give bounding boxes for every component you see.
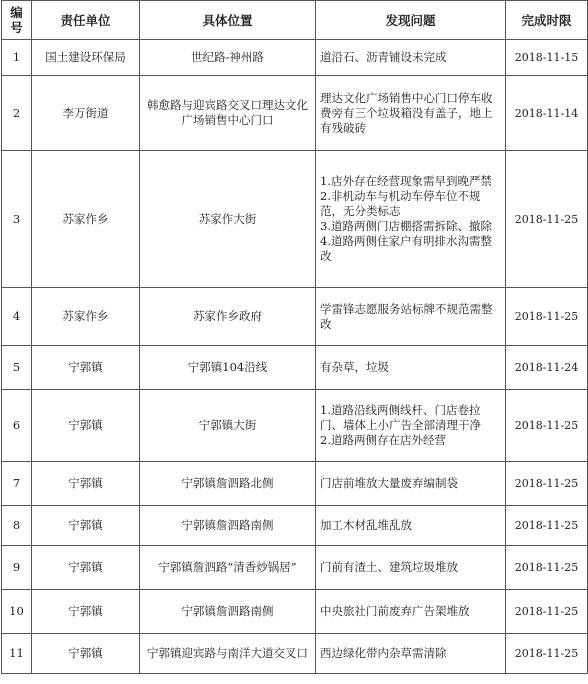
table-body: [2, 40, 588, 674]
table-row: [2, 590, 588, 634]
header-row: [2, 1, 588, 40]
cell-deadline: 2018-11-14: [506, 76, 588, 151]
cell-unit: 宁郭镇: [32, 590, 140, 634]
table-row: [2, 506, 588, 546]
cell-unit: 国土建设环保局: [32, 40, 140, 76]
cell-deadline: 2018-11-25: [506, 151, 588, 288]
cell-unit: 宁郭镇: [32, 346, 140, 390]
cell-number: 9: [2, 546, 32, 590]
header-number: 编号: [2, 1, 32, 40]
cell-location: 宁郭镇大街: [140, 390, 316, 462]
table-row: [2, 40, 588, 76]
cell-deadline: 2018-11-25: [506, 462, 588, 506]
table-row: [2, 390, 588, 462]
header-unit: 责任单位: [32, 1, 140, 40]
cell-number: 6: [2, 390, 32, 462]
header-issue: 发现问题: [316, 1, 506, 40]
cell-issue: 理达文化广场销售中心门口停车收费旁有三个垃圾箱没有盖子，地上有残破砖: [316, 76, 506, 151]
cell-number: 3: [2, 151, 32, 288]
cell-location: 宁郭镇詹泗路“清香炒锅居”: [140, 546, 316, 590]
cell-number: 10: [2, 590, 32, 634]
cell-location: 宁郭镇詹泗路北侧: [140, 462, 316, 506]
cell-deadline: 2018-11-24: [506, 346, 588, 390]
cell-location: 宁郭镇詹泗路南侧: [140, 590, 316, 634]
cell-deadline: 2018-11-25: [506, 634, 588, 674]
cell-location: 苏家作大街: [140, 151, 316, 288]
cell-unit: 苏家作乡: [32, 288, 140, 346]
cell-issue: 西边绿化带内杂草需清除: [316, 634, 506, 674]
cell-unit: 宁郭镇: [32, 634, 140, 674]
cell-unit: 宁郭镇: [32, 462, 140, 506]
inspection-table: [1, 0, 588, 674]
cell-location: 韩愈路与迎宾路交叉口理达文化广场销售中心门口: [140, 76, 316, 151]
cell-issue: 门店前堆放大量废弃编制袋: [316, 462, 506, 506]
table-row: [2, 76, 588, 151]
cell-unit: 苏家作乡: [32, 151, 140, 288]
cell-issue: 加工木材乱堆乱放: [316, 506, 506, 546]
cell-number: 11: [2, 634, 32, 674]
cell-number: 7: [2, 462, 32, 506]
table-row: [2, 546, 588, 590]
cell-unit: 宁郭镇: [32, 546, 140, 590]
cell-unit: 宁郭镇: [32, 506, 140, 546]
cell-number: 1: [2, 40, 32, 76]
cell-number: 5: [2, 346, 32, 390]
cell-deadline: 2018-11-25: [506, 506, 588, 546]
cell-issue: 中央旅社门前废弃广告架堆放: [316, 590, 506, 634]
table-row: [2, 462, 588, 506]
cell-unit: 李万街道: [32, 76, 140, 151]
cell-issue: 门前有渣土、建筑垃圾堆放: [316, 546, 506, 590]
cell-location: 宁郭镇迎宾路与南洋大道交叉口: [140, 634, 316, 674]
cell-deadline: 2018-11-15: [506, 40, 588, 76]
cell-deadline: 2018-11-25: [506, 288, 588, 346]
cell-location: 世纪路-神州路: [140, 40, 316, 76]
cell-number: 4: [2, 288, 32, 346]
table-row: [2, 346, 588, 390]
cell-number: 2: [2, 76, 32, 151]
header-location: 具体位置: [140, 1, 316, 40]
table-row: [2, 288, 588, 346]
cell-location: 宁郭镇詹泗路南侧: [140, 506, 316, 546]
cell-issue: 学雷锋志愿服务站标牌不规范需整改: [316, 288, 506, 346]
cell-issue: 道沿石、沥青铺设未完成: [316, 40, 506, 76]
cell-number: 8: [2, 506, 32, 546]
header-deadline: 完成时限: [506, 1, 588, 40]
cell-deadline: 2018-11-25: [506, 546, 588, 590]
cell-issue: 1.店外存在经营现象需早到晚严禁 2.非机动车与机动车停车位不规范，无分类标志 3.道路两侧门店棚搭需拆除、撤除 4.道路两侧住家户有明排水沟需整改: [316, 151, 506, 288]
cell-location: 苏家作乡政府: [140, 288, 316, 346]
cell-issue: 有杂草，垃圾: [316, 346, 506, 390]
cell-location: 宁郭镇104沿线: [140, 346, 316, 390]
cell-deadline: 2018-11-25: [506, 590, 588, 634]
table-row: [2, 634, 588, 674]
cell-deadline: 2018-11-25: [506, 390, 588, 462]
table-row: [2, 151, 588, 288]
cell-issue: 1.道路沿线两侧线杆、门店卷拉门、墙体上小广告全部清理干净 2.道路两侧存在店外经营: [316, 390, 506, 462]
cell-unit: 宁郭镇: [32, 390, 140, 462]
